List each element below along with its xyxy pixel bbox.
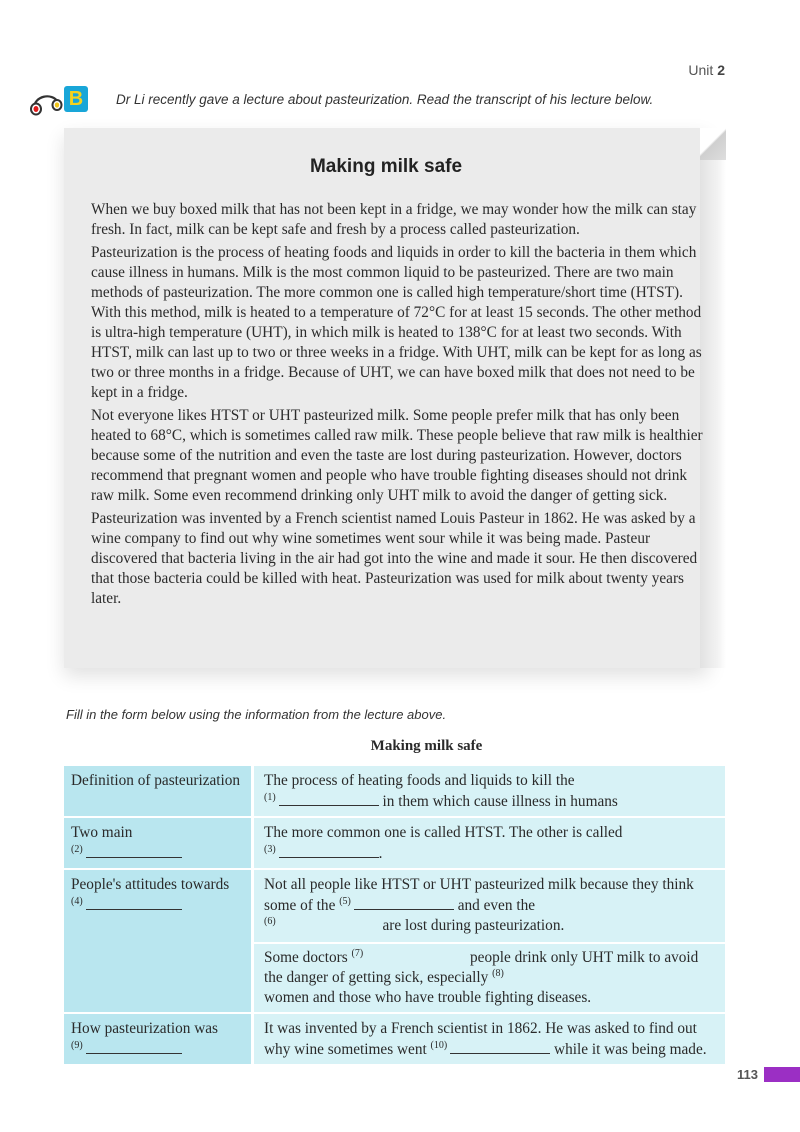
form-text: and even the bbox=[457, 897, 536, 914]
attitudes-part-1 bbox=[264, 875, 717, 936]
blank-2[interactable] bbox=[86, 843, 182, 858]
form-label-attitudes bbox=[64, 870, 254, 1012]
task-header bbox=[28, 86, 768, 118]
paper-curl-edge bbox=[700, 128, 726, 668]
unit-label bbox=[688, 62, 725, 78]
article-paragraph-4: Pasteurization was invented by a French scientist named Louis Pasteur in 1862. He was asked by a wine company to find out why wine sometimes went sour while it was being made. Pasteur discovered that bacteria living in the air had got into the wine and made it sour. He then discovered that those bacteria could be killed with heat. Pasteurization was used for milk about twenty years later. bbox=[91, 510, 698, 607]
article-title: Making milk safe bbox=[309, 156, 463, 177]
form-row-definition bbox=[64, 766, 725, 818]
form-label-invention bbox=[64, 1014, 254, 1064]
article-paragraph-3: Not everyone likes HTST or UHT pasteurized milk. Some people prefer milk that has only been heated to 68°C, which is sometimes called raw milk. These people believe that raw milk is healthier because some of the nutrition and even the taste are lost during pasteurization. However, doctors recommend that pregnant women and people who have trouble fighting diseases should not drink raw milk. Some even recommend drinking only UHT milk to avoid the danger of getting sick. bbox=[91, 407, 703, 504]
form-text: while it was being made. bbox=[554, 1041, 707, 1058]
page-accent-bar bbox=[764, 1067, 800, 1082]
form-row-invention bbox=[64, 1014, 725, 1066]
form-label-methods bbox=[64, 818, 254, 868]
blank-10[interactable] bbox=[450, 1039, 550, 1054]
blank-number-8: (8) bbox=[492, 967, 504, 979]
form-label-text: How pasteurization was bbox=[71, 1020, 218, 1037]
blank-1[interactable] bbox=[279, 791, 379, 806]
form-title: Making milk safe bbox=[370, 738, 483, 754]
form-label-text: People's attitudes towards bbox=[71, 876, 230, 893]
form-label-text: Two main bbox=[71, 824, 133, 841]
form-answer-attitudes bbox=[254, 870, 725, 1012]
blank-number-2: (2) bbox=[71, 843, 83, 855]
form-text: Not all people like HTST or UHT pasteurized milk because they think some of the bbox=[264, 876, 694, 914]
blank-number-10: (10) bbox=[430, 1039, 448, 1051]
form-row-methods bbox=[64, 818, 725, 870]
article-body bbox=[91, 200, 703, 612]
form-text: The more common one is called HTST. The other is called bbox=[264, 824, 623, 841]
blank-5[interactable] bbox=[354, 895, 454, 910]
task-instruction: Dr Li recently gave a lecture about pasteurization. Read the transcript of his lecture below. bbox=[116, 92, 654, 107]
blank-number-5: (5) bbox=[339, 895, 351, 907]
blank-3[interactable] bbox=[279, 843, 379, 858]
blank-9[interactable] bbox=[86, 1039, 182, 1054]
article-paragraph-1: When we buy boxed milk that has not been kept in a fridge, we may wonder how the milk can stay fresh. In fact, milk can be kept safe and fresh by a process called pasteurization. bbox=[91, 201, 697, 238]
blank-number-7: (7) bbox=[351, 947, 364, 959]
form-instruction: Fill in the form below using the information from the lecture above. bbox=[66, 707, 447, 722]
form-text: . bbox=[378, 845, 383, 862]
form-text: are lost during pasteurization. bbox=[382, 917, 565, 934]
section-b-badge: B bbox=[64, 86, 88, 112]
blank-4[interactable] bbox=[86, 895, 182, 910]
form-label-text: Definition of pasteurization bbox=[71, 772, 241, 789]
form-text: The process of heating foods and liquids to kill the bbox=[264, 772, 575, 789]
headphones-icon bbox=[28, 88, 68, 116]
form-text: It was invented by a French scientist in 1862. He was asked to find out why wine sometimes went bbox=[264, 1020, 697, 1058]
attitudes-part-2 bbox=[254, 942, 725, 1008]
form-label-definition bbox=[64, 766, 254, 816]
form-answer-methods bbox=[254, 818, 725, 868]
blank-number-1: (1) bbox=[264, 791, 276, 803]
form-answer-invention bbox=[254, 1014, 725, 1064]
form-text: in them which cause illness in humans bbox=[382, 793, 618, 810]
blank-number-4: (4) bbox=[71, 895, 83, 907]
blank-number-9: (9) bbox=[71, 1039, 83, 1051]
unit-number: 2 bbox=[717, 62, 725, 78]
form-text: Some doctors bbox=[264, 949, 348, 966]
article-paragraph-2: Pasteurization is the process of heating foods and liquids in order to kill the bacteria in them which cause illness in humans. Milk is the most common liquid to be pasteurized. There are two main methods of pasteurization. The more common one is called high temperature/short time (HTST). With this method, milk is heated to a temperature of 72°C for at least 15 seconds. The other method is ultra-high temperature (UHT), in which milk is heated to 138°C for at least two seconds. With HTST, milk can last up to two or three weeks in a fridge. With UHT, milk can be kept for as long as two or three months in a fridge. Because of UHT, we can have boxed milk that does not need to be kept in a fridge. bbox=[91, 244, 702, 401]
form-text: people drink only UHT milk to avoid the danger of getting sick, especially bbox=[264, 949, 699, 986]
form-text: women and those who have trouble fighting diseases. bbox=[264, 989, 592, 1006]
page-number: 113 bbox=[737, 1067, 758, 1082]
fill-in-form bbox=[64, 766, 725, 1066]
form-answer-definition bbox=[254, 766, 725, 816]
blank-number-3: (3) bbox=[264, 843, 276, 855]
blank-number-6: (6) bbox=[264, 915, 276, 927]
unit-word: Unit bbox=[688, 62, 714, 78]
form-row-attitudes bbox=[64, 870, 725, 1014]
